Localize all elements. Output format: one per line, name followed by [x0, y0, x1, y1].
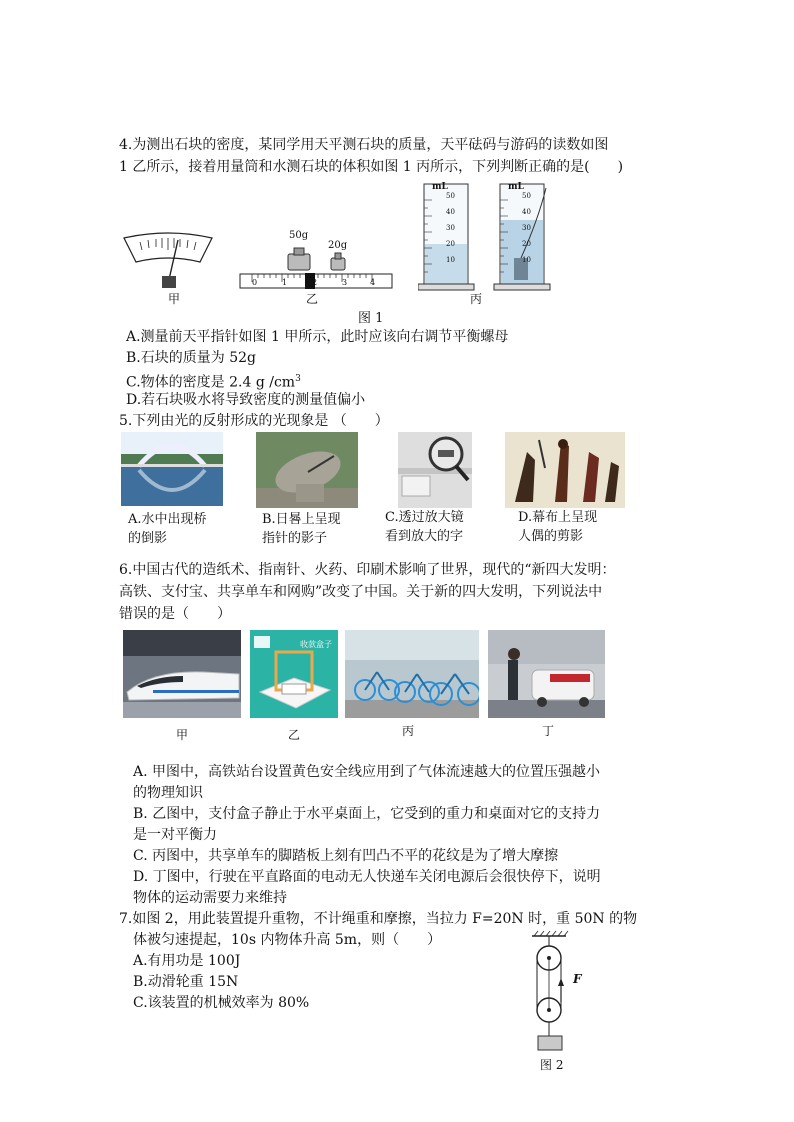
q4-option-d: D.若石块吸水将导致密度的测量值偏小	[126, 392, 366, 408]
cyl-left-tick-50: 50	[446, 192, 455, 200]
q5-stem: 5.下列由光的反射形成的光现象是 （ ）	[119, 413, 389, 429]
fig6-caption-ding: 丁	[542, 724, 555, 738]
q5-option-c-line2: 看到放大的字	[385, 529, 464, 544]
cyl-left-tick-30: 30	[446, 224, 455, 232]
q6-option-b-line2: 是一对平衡力	[133, 827, 217, 843]
cyl-left-tick-20: 20	[446, 240, 455, 248]
fig1-caption-bing: 丙	[470, 292, 483, 306]
q5-option-b	[262, 510, 341, 548]
q5-option-d-line2: 人偶的剪影	[518, 529, 584, 544]
q7-stem-line1: 7.如图 2，用此装置提升重物，不计绳重和摩擦，当拉力 F=20N 时，重 50N 的物	[119, 911, 638, 927]
balance-pointer-figure	[118, 232, 218, 290]
pulley-figure	[520, 930, 590, 1054]
q7-option-c: C.该装置的机械效率为 80%	[133, 995, 310, 1011]
rider-scale-ticks	[252, 278, 392, 290]
weight-20g-label: 20g	[328, 240, 348, 251]
q5-option-b-line2: 指针的影子	[262, 531, 328, 546]
fig1-caption-jia: 甲	[168, 292, 181, 306]
fig6-caption-bing: 丙	[402, 724, 415, 738]
q7-option-a: A.有用功是 100J	[133, 953, 241, 969]
q6-option-a-line2: 的物理知识	[133, 785, 203, 801]
scale-tick-1: 1	[282, 278, 288, 287]
q5-option-a	[128, 510, 207, 548]
cyl-right-tick-10: 10	[522, 256, 531, 264]
photo-bridge-reflection	[121, 432, 223, 506]
q6-stem-line3: 错误的是（ ）	[119, 606, 231, 622]
q4-option-c-text: C.物体的密度是 2.4 g /cm	[126, 374, 296, 391]
cyl-right-tick-20: 20	[522, 240, 531, 248]
force-f-label: F	[573, 972, 582, 986]
q6-option-b-line1: B. 乙图中，支付盒子静止于水平桌面上，它受到的重力和桌面对它的支持力	[133, 806, 601, 822]
cylinder-right-unit: mL	[508, 182, 524, 192]
fig1-label: 图 1	[358, 311, 384, 326]
q4-option-a: A.测量前天平指针如图 1 甲所示，此时应该向右调节平衡螺母	[126, 329, 509, 345]
photo-magnifying-glass	[398, 432, 472, 508]
q7-option-b: B.动滑轮重 15N	[133, 974, 239, 990]
q5-option-c	[385, 508, 464, 546]
cyl-left-tick-40: 40	[446, 208, 455, 216]
photo-delivery-robot	[488, 630, 605, 718]
q6-option-c: C. 丙图中，共享单车的脚踏板上刻有凹凸不平的花纹是为了增大摩擦	[133, 848, 559, 864]
photo-high-speed-rail	[123, 630, 241, 718]
fig6-caption-jia: 甲	[176, 728, 189, 742]
q5-option-d	[518, 508, 597, 546]
q4-option-c-sup: 3	[295, 374, 301, 384]
q7-stem-line2: 体被匀速提起，10s 内物体升高 5m，则（ ）	[133, 932, 442, 948]
scale-tick-4: 4	[370, 278, 376, 287]
cyl-right-tick-40: 40	[522, 208, 531, 216]
fig1-caption-yi: 乙	[306, 292, 319, 306]
q5-option-d-line1: D.幕布上呈现	[518, 510, 598, 525]
photo-shared-bikes	[345, 630, 479, 718]
weight-50g-label: 50g	[289, 230, 309, 241]
cylinder-left-unit: mL	[432, 182, 448, 192]
cylinder-right-ticks	[522, 192, 536, 282]
q5-option-a-line1: A.水中出现桥	[128, 512, 207, 527]
photo-sundial-shadow	[256, 432, 358, 508]
scale-tick-3: 3	[342, 278, 348, 287]
photo-shadow-puppets	[505, 432, 625, 508]
q4-stem-line2: 1 乙所示，接着用量筒和水测石块的体积如图 1 丙所示，下列判断正确的是( )	[119, 159, 624, 175]
q6-option-d-line1: D. 丁图中，行驶在平直路面的电动无人快递车关闭电源后会很快停下，说明	[133, 869, 601, 885]
q6-option-d-line2: 物体的运动需要力来维持	[133, 890, 287, 906]
q4-option-b: B.石块的质量为 52g	[126, 350, 256, 366]
fig6-caption-yi: 乙	[288, 728, 301, 742]
q6-stem-line1: 6.中国古代的造纸术、指南针、火药、印刷术影响了世界，现代的“新四大发明：	[119, 562, 616, 578]
q5-option-b-line1: B.日晷上呈现	[262, 512, 341, 527]
cylinder-left-ticks	[446, 192, 460, 282]
q5-option-a-line2: 的倒影	[128, 531, 168, 546]
cyl-right-tick-30: 30	[522, 224, 531, 232]
payment-box-label: 收款盒子	[300, 640, 332, 649]
q6-option-a-line1: A. 甲图中，高铁站台设置黄色安全线应用到了气体流速越大的位置压强越小	[133, 764, 601, 780]
cyl-left-tick-10: 10	[446, 256, 455, 264]
cyl-right-tick-50: 50	[522, 192, 531, 200]
q5-option-c-line1: C.透过放大镜	[385, 510, 464, 525]
q6-stem-line2: 高铁、支付宝、共享单车和网购”改变了中国。关于新的四大发明，下列说法中	[119, 584, 603, 600]
scale-tick-2: 2	[312, 278, 318, 287]
scale-tick-0: 0	[252, 278, 258, 287]
q4-stem-line1: 4.为测出石块的密度，某同学用天平测石块的质量，天平砝码与游码的读数如图	[119, 137, 609, 153]
fig2-label: 图 2	[540, 1058, 564, 1072]
